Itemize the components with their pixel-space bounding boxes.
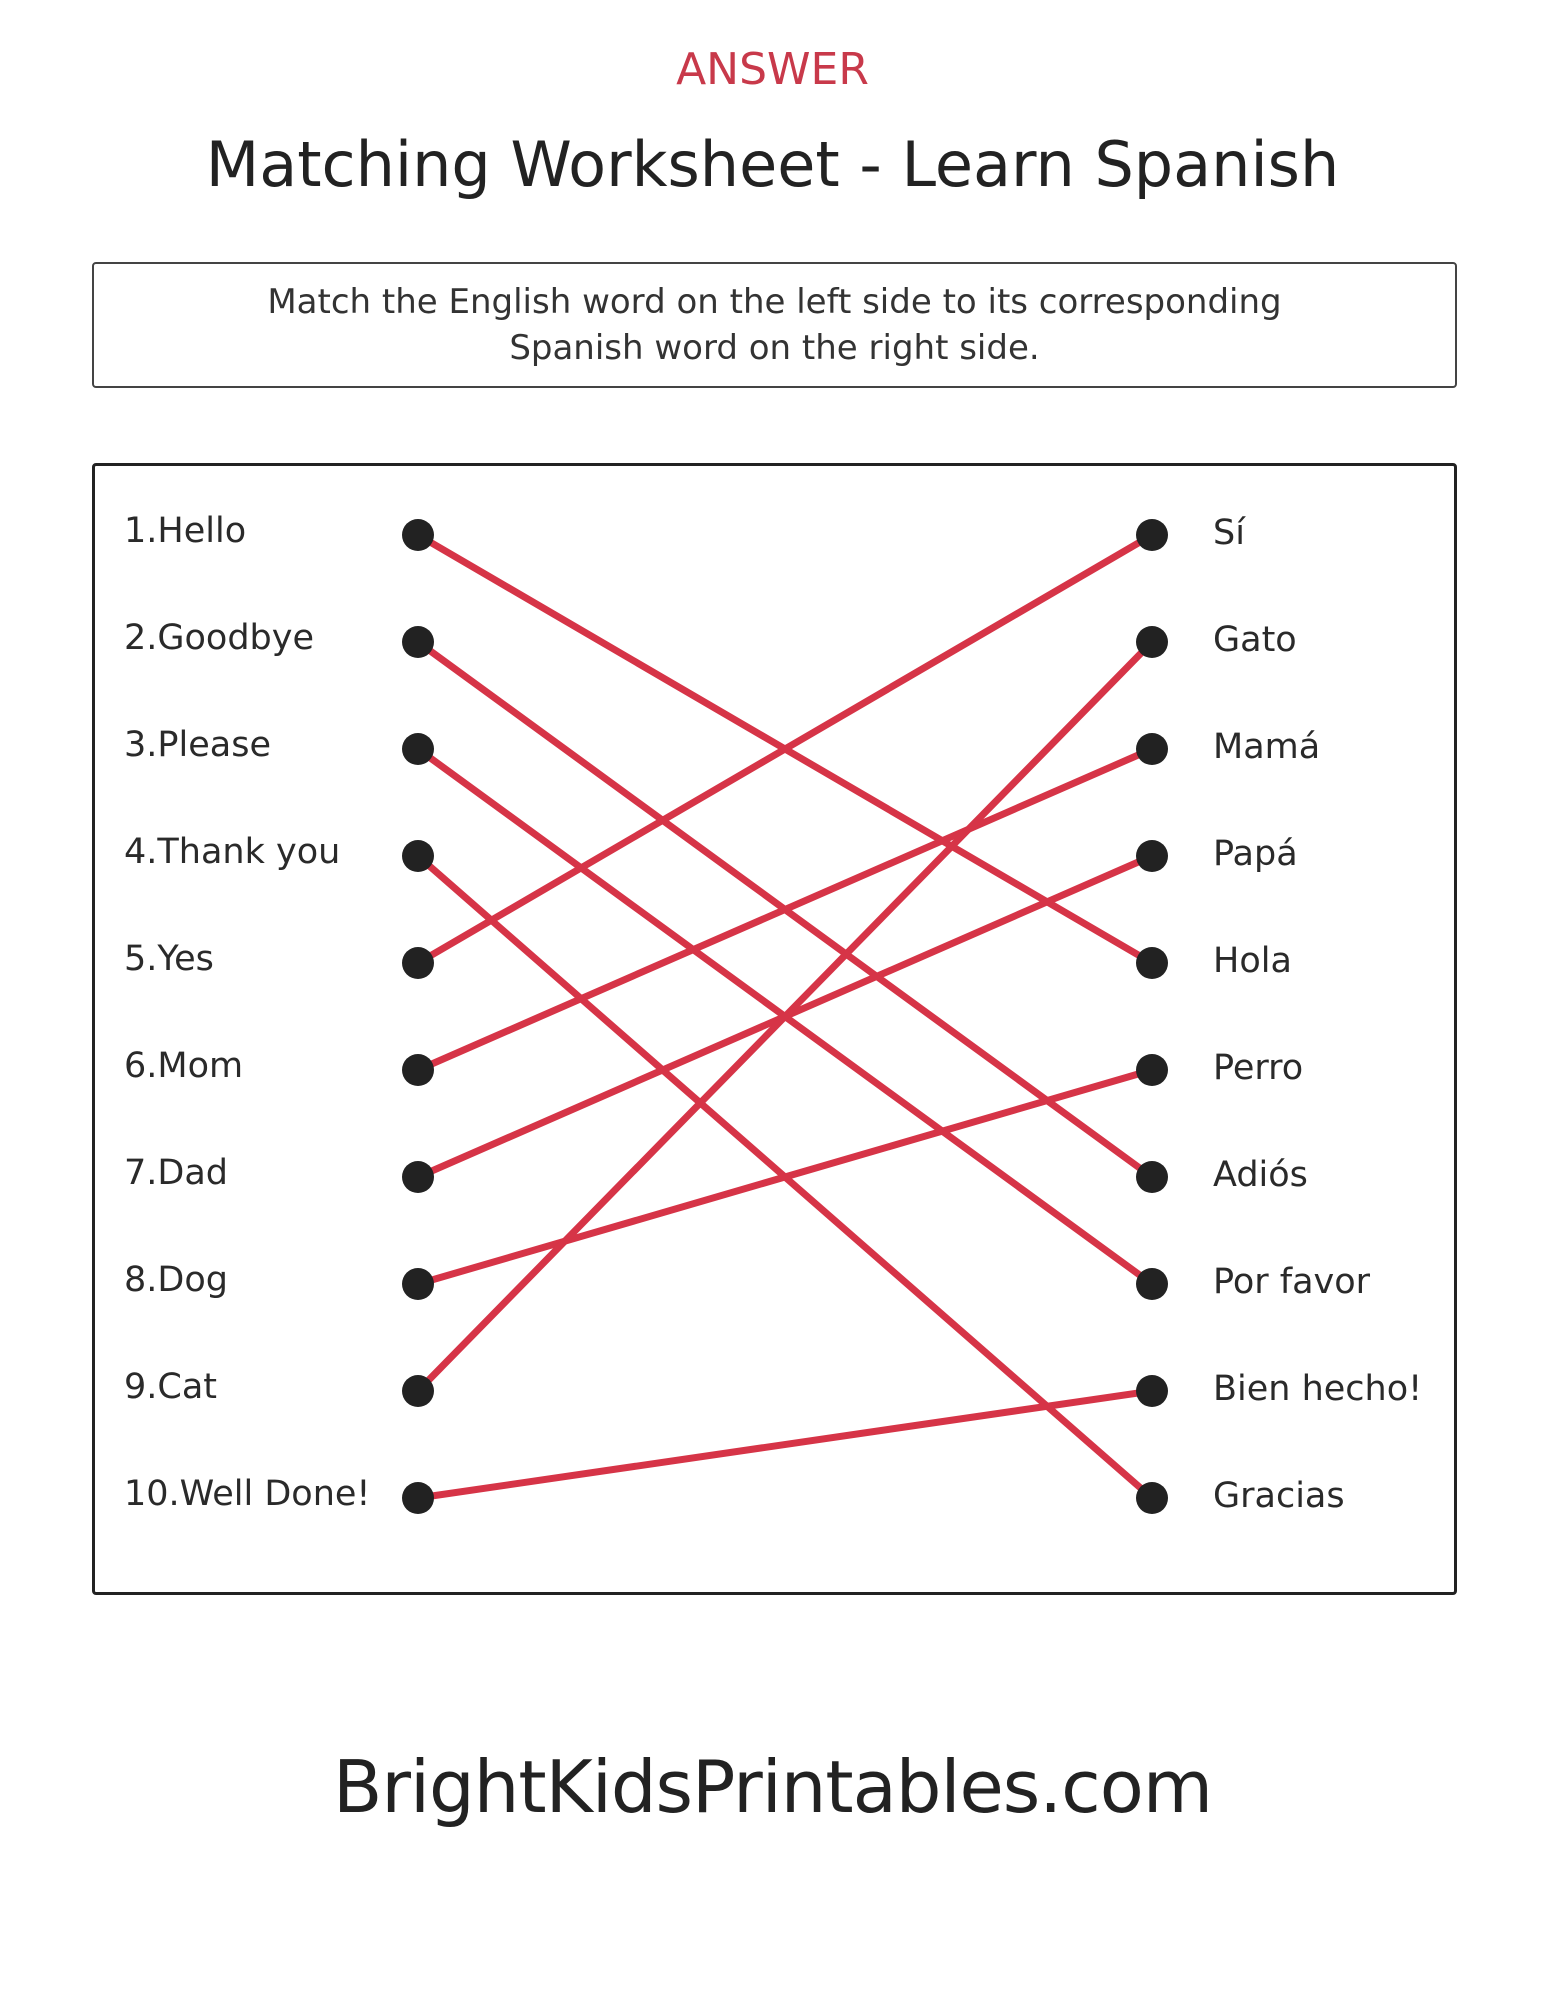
spanish-word: Papá xyxy=(1213,834,1298,874)
spanish-word: Sí xyxy=(1213,513,1245,553)
right-dot[interactable] xyxy=(1136,733,1168,765)
footer-site-name: BrightKidsPrintables.com xyxy=(333,1745,1212,1829)
left-dot[interactable] xyxy=(402,1482,434,1514)
right-dot[interactable] xyxy=(1136,519,1168,551)
left-dot[interactable] xyxy=(402,1375,434,1407)
english-word: 2.Goodbye xyxy=(124,618,315,658)
left-dot[interactable] xyxy=(402,1054,434,1086)
answer-line xyxy=(418,642,1152,1391)
left-dot[interactable] xyxy=(402,626,434,658)
english-word: 5.Yes xyxy=(124,939,214,979)
left-dot[interactable] xyxy=(402,1268,434,1300)
right-dot[interactable] xyxy=(1136,840,1168,872)
english-word: 7.Dad xyxy=(124,1153,229,1193)
right-dot[interactable] xyxy=(1136,626,1168,658)
left-dot[interactable] xyxy=(402,840,434,872)
left-dot[interactable] xyxy=(402,519,434,551)
left-dot[interactable] xyxy=(402,733,434,765)
spanish-word: Perro xyxy=(1213,1048,1304,1088)
instructions-line-1: Match the English word on the left side to its corresponding xyxy=(267,282,1282,322)
right-dot[interactable] xyxy=(1136,1375,1168,1407)
answer-label: ANSWER xyxy=(676,44,869,95)
english-word: 9.Cat xyxy=(124,1367,218,1407)
spanish-word: Por favor xyxy=(1213,1262,1371,1302)
spanish-word: Bien hecho! xyxy=(1213,1369,1423,1409)
spanish-word: Mamá xyxy=(1213,727,1321,767)
page-title: Matching Worksheet - Learn Spanish xyxy=(205,128,1340,201)
english-word: 10.Well Done! xyxy=(124,1474,371,1514)
left-dot[interactable] xyxy=(402,947,434,979)
answer-line xyxy=(418,749,1152,1070)
right-dot[interactable] xyxy=(1136,1268,1168,1300)
english-word: 1.Hello xyxy=(124,511,247,551)
right-dot[interactable] xyxy=(1136,1054,1168,1086)
spanish-word: Gato xyxy=(1213,620,1297,660)
left-dot[interactable] xyxy=(402,1161,434,1193)
right-dot[interactable] xyxy=(1136,947,1168,979)
english-word: 8.Dog xyxy=(124,1260,228,1300)
answer-line xyxy=(418,1070,1152,1284)
spanish-word: Gracias xyxy=(1213,1476,1345,1516)
right-dot[interactable] xyxy=(1136,1482,1168,1514)
spanish-word: Hola xyxy=(1213,941,1292,981)
answer-line xyxy=(418,1391,1152,1498)
instructions-line-2: Spanish word on the right side. xyxy=(509,328,1040,368)
right-dot[interactable] xyxy=(1136,1161,1168,1193)
english-word: 3.Please xyxy=(124,725,271,765)
english-word: 6.Mom xyxy=(124,1046,244,1086)
spanish-word: Adiós xyxy=(1213,1155,1308,1195)
english-word: 4.Thank you xyxy=(124,832,341,872)
